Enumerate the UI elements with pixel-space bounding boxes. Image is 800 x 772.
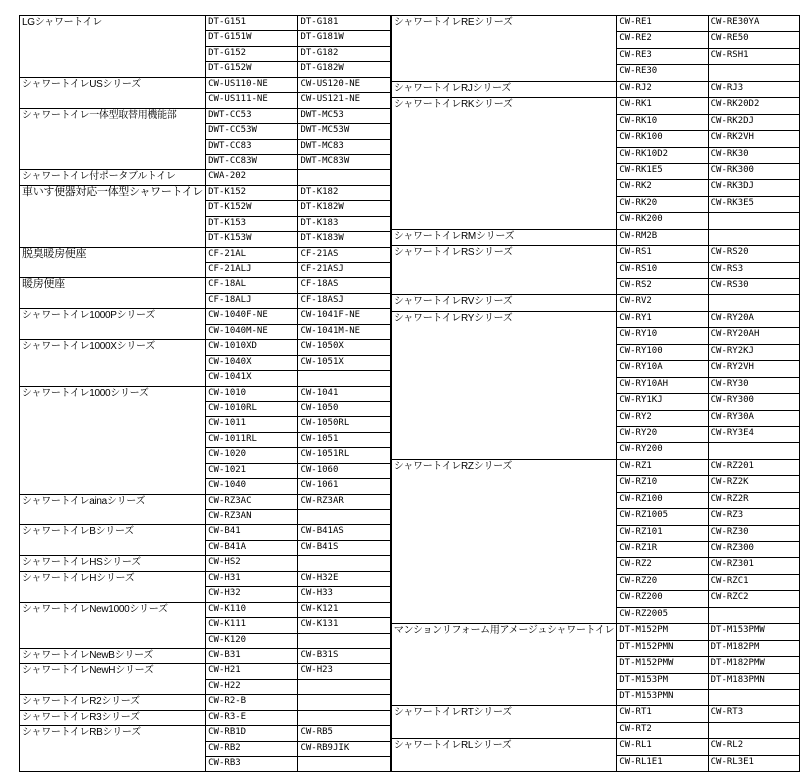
model-code-cell: CW-RM2B (617, 229, 708, 245)
model-code-cell: CW-RY2 (617, 410, 708, 426)
model-code-cell: CW-RB9JIK (298, 741, 390, 756)
model-code-cell: CW-1050X (298, 340, 390, 355)
table-row (391, 311, 799, 327)
table-row (20, 278, 391, 293)
model-code-cell: CW-B31 (206, 648, 298, 663)
model-code-cell: DT-M153PMN (617, 689, 708, 705)
model-code-cell: CW-RZ201 (708, 459, 799, 475)
series-name-cell: シャワートイレR2シリーズ (20, 695, 206, 710)
model-code-cell: CW-1020 (206, 448, 298, 463)
model-code-cell: DT-K183W (298, 232, 390, 247)
model-compatibility-sheet (19, 15, 800, 772)
model-code-cell: CW-RE2 (617, 32, 708, 48)
model-code-cell: DT-K153W (206, 232, 298, 247)
model-code-cell: CW-H21 (206, 664, 298, 679)
table-row (20, 695, 391, 710)
series-name-cell: シャワートイレNew1000シリーズ (20, 602, 206, 648)
series-name-cell: シャワートイレRVシリーズ (391, 295, 616, 311)
model-code-cell: CW-RB3 (206, 757, 298, 772)
series-name-cell: シャワートイレ一体型取替用機能部 (20, 108, 206, 170)
model-code-cell: CW-1060 (298, 463, 390, 478)
series-name-cell: シャワートイレ付ポータブルトイレ (20, 170, 206, 185)
model-code-cell: CW-RE50 (708, 32, 799, 48)
model-code-cell: CW-B41 (206, 525, 298, 540)
model-code-cell (298, 371, 390, 386)
model-code-cell: CW-K131 (298, 618, 390, 633)
model-code-cell (298, 679, 390, 694)
model-code-cell: DT-M153PM (617, 673, 708, 689)
table-row (391, 706, 799, 722)
series-name-cell: シャワートイレNewBシリーズ (20, 648, 206, 663)
model-code-cell: CW-RB5 (298, 726, 390, 741)
model-code-cell: DT-M183PMN (708, 673, 799, 689)
model-code-cell (708, 443, 799, 459)
model-code-cell (708, 607, 799, 623)
model-code-cell (708, 65, 799, 81)
table-row (391, 98, 799, 114)
model-code-cell: DWT-MC53W (298, 124, 390, 139)
model-code-cell (298, 710, 390, 725)
model-code-cell: CW-RV2 (617, 295, 708, 311)
table-row (20, 602, 391, 617)
model-code-cell: CW-1040F-NE (206, 309, 298, 324)
model-code-cell: CW-B31S (298, 648, 390, 663)
model-code-cell: CW-1061 (298, 479, 390, 494)
table-row (391, 295, 799, 311)
model-code-cell: CW-RY20AH (708, 328, 799, 344)
model-code-cell: DT-G182W (298, 62, 390, 77)
model-code-cell: CW-RK30 (708, 147, 799, 163)
series-name-cell: シャワートイレ1000Pシリーズ (20, 309, 206, 340)
table-row (20, 710, 391, 725)
table-row (20, 386, 391, 401)
model-code-cell (708, 229, 799, 245)
model-code-cell: CW-RB1D (206, 726, 298, 741)
model-code-cell: DWT-MC83W (298, 154, 390, 169)
model-code-cell: CW-RSH1 (708, 48, 799, 64)
model-code-cell: CW-RS3 (708, 262, 799, 278)
model-code-cell: CW-B41S (298, 540, 390, 555)
model-code-cell: CW-RK1 (617, 98, 708, 114)
model-code-cell: DT-M152PMN (617, 640, 708, 656)
series-name-cell: 脱臭暖房便座 (20, 247, 206, 278)
model-code-cell: CW-RK100 (617, 131, 708, 147)
model-code-cell: CW-RY1KJ (617, 394, 708, 410)
model-code-cell: CW-K110 (206, 602, 298, 617)
model-code-cell: CW-RZ10 (617, 476, 708, 492)
model-code-cell: CW-RE30YA (708, 16, 799, 32)
table-row (391, 624, 799, 640)
model-code-cell: CW-B41AS (298, 525, 390, 540)
model-code-cell: CW-RY10A (617, 361, 708, 377)
model-code-cell: DT-G152 (206, 46, 298, 61)
series-name-cell: シャワートイレUSシリーズ (20, 77, 206, 108)
model-code-cell: DWT-MC53 (298, 108, 390, 123)
model-code-cell: DT-K183 (298, 216, 390, 231)
model-code-cell: CW-RJ2 (617, 81, 708, 97)
model-code-cell: CW-RL1 (617, 739, 708, 755)
model-code-cell (298, 695, 390, 710)
model-code-cell: CW-H32E (298, 571, 390, 586)
table-row (20, 77, 391, 92)
series-name-cell: シャワートイレHシリーズ (20, 571, 206, 602)
series-name-cell: シャワートイレRZシリーズ (391, 459, 616, 623)
model-code-cell: CW-H23 (298, 664, 390, 679)
model-code-cell: DWT-CC83 (206, 139, 298, 154)
series-name-cell: シャワートイレNewHシリーズ (20, 664, 206, 695)
model-code-cell: DT-K182W (298, 201, 390, 216)
model-code-cell: CW-RZ301 (708, 558, 799, 574)
model-code-cell: CW-1021 (206, 463, 298, 478)
model-code-cell: CW-RY2VH (708, 361, 799, 377)
model-code-cell: CF-21AS (298, 247, 390, 262)
model-code-cell: DT-G152W (206, 62, 298, 77)
model-code-cell: CW-RY10AH (617, 377, 708, 393)
model-code-cell: CW-RK10D2 (617, 147, 708, 163)
table-row (20, 494, 391, 509)
model-code-cell: DT-M152PMW (617, 657, 708, 673)
model-code-cell: CW-RK20 (617, 196, 708, 212)
series-name-cell: シャワートイレainaシリーズ (20, 494, 206, 525)
model-code-cell: CW-K120 (206, 633, 298, 648)
series-name-cell: シャワートイレREシリーズ (391, 16, 616, 82)
model-code-cell: DT-G151W (206, 31, 298, 46)
model-code-cell: CW-RZ100 (617, 492, 708, 508)
model-code-cell: CW-1010RL (206, 401, 298, 416)
table-row (391, 246, 799, 262)
model-code-cell: DWT-MC83 (298, 139, 390, 154)
series-name-cell: シャワートイレBシリーズ (20, 525, 206, 556)
series-name-cell: シャワートイレR3シリーズ (20, 710, 206, 725)
model-code-cell: CF-18ALJ (206, 293, 298, 308)
model-code-cell: CW-1041 (298, 386, 390, 401)
model-code-cell: CW-1051 (298, 432, 390, 447)
table-row (20, 247, 391, 262)
model-code-cell: CW-RY100 (617, 344, 708, 360)
series-name-cell: 車いす便器対応一体型シャワートイレ (20, 185, 206, 247)
model-code-cell: CW-H32 (206, 587, 298, 602)
model-code-cell: DT-G181 (298, 16, 390, 31)
table-row (391, 229, 799, 245)
table-row (391, 16, 799, 32)
model-code-cell: CW-RS30 (708, 279, 799, 295)
table-row (20, 16, 391, 31)
model-code-cell: CW-RY10 (617, 328, 708, 344)
model-code-cell: CW-RZ30 (708, 525, 799, 541)
model-code-cell: CW-US110-NE (206, 77, 298, 92)
model-code-cell: CW-RZ1R (617, 542, 708, 558)
model-code-cell: DT-K153 (206, 216, 298, 231)
model-code-cell: CW-R2-B (206, 695, 298, 710)
model-code-cell (708, 295, 799, 311)
model-code-cell: DT-G151 (206, 16, 298, 31)
model-code-cell: CW-1041F-NE (298, 309, 390, 324)
table-row (20, 726, 391, 741)
model-code-cell: CW-RK300 (708, 163, 799, 179)
table-row (20, 170, 391, 185)
model-code-cell: CW-1040 (206, 479, 298, 494)
model-code-cell: CW-RY300 (708, 394, 799, 410)
model-code-cell: CW-RZ3AC (206, 494, 298, 509)
model-code-cell: CW-K121 (298, 602, 390, 617)
series-name-cell: マンションリフォーム用アメージュシャワートイレ (391, 624, 616, 706)
model-code-cell: DWT-CC83W (206, 154, 298, 169)
model-code-cell: CW-R3-E (206, 710, 298, 725)
model-code-cell: CW-1051RL (298, 448, 390, 463)
model-code-cell: CW-1040X (206, 355, 298, 370)
model-code-cell: CW-RK2 (617, 180, 708, 196)
model-code-cell: CW-H22 (206, 679, 298, 694)
series-name-cell: シャワートイレRMシリーズ (391, 229, 616, 245)
model-code-cell: CW-1051X (298, 355, 390, 370)
model-code-cell: CW-1010XD (206, 340, 298, 355)
table-row (20, 648, 391, 663)
series-name-cell: シャワートイレHSシリーズ (20, 556, 206, 571)
model-code-cell: CF-18AL (206, 278, 298, 293)
series-name-cell: シャワートイレ1000シリーズ (20, 386, 206, 494)
model-code-cell: CW-HS2 (206, 556, 298, 571)
table-row (20, 185, 391, 200)
model-code-cell: CW-1050 (298, 401, 390, 416)
model-code-cell: CW-RE3 (617, 48, 708, 64)
model-code-cell: CW-RK10 (617, 114, 708, 130)
model-code-cell: CW-RZ1005 (617, 509, 708, 525)
model-code-cell: CW-RK1E5 (617, 163, 708, 179)
model-code-cell: CW-RK3DJ (708, 180, 799, 196)
model-code-cell: DT-G181W (298, 31, 390, 46)
model-code-cell: DT-M152PM (617, 624, 708, 640)
model-code-cell: CW-RK20D2 (708, 98, 799, 114)
model-code-cell: CW-RZ2 (617, 558, 708, 574)
model-code-cell: CW-1010 (206, 386, 298, 401)
model-code-cell: CW-RJ3 (708, 81, 799, 97)
model-code-cell: CF-18AS (298, 278, 390, 293)
model-code-cell: CW-RZ2005 (617, 607, 708, 623)
model-code-cell: CW-RK3E5 (708, 196, 799, 212)
model-code-cell: CW-RT3 (708, 706, 799, 722)
model-code-cell: CW-1011RL (206, 432, 298, 447)
model-code-cell: CW-RY20 (617, 426, 708, 442)
model-code-cell: CW-US120-NE (298, 77, 390, 92)
model-code-cell: CW-RY1 (617, 311, 708, 327)
series-name-cell: シャワートイレ1000Xシリーズ (20, 340, 206, 386)
model-code-cell: DT-M153PMW (708, 624, 799, 640)
model-code-cell (708, 689, 799, 705)
model-code-cell: CW-1050RL (298, 417, 390, 432)
model-code-cell: CW-RY20A (708, 311, 799, 327)
model-code-cell: CW-RK2DJ (708, 114, 799, 130)
table-row (20, 571, 391, 586)
model-code-cell: CW-1040M-NE (206, 324, 298, 339)
model-code-cell (708, 722, 799, 738)
model-code-cell: CW-RK2VH (708, 131, 799, 147)
model-code-cell: CW-US121-NE (298, 93, 390, 108)
model-code-cell: CW-K111 (206, 618, 298, 633)
model-code-cell: DT-G182 (298, 46, 390, 61)
model-code-cell (298, 170, 390, 185)
model-code-cell: CW-RS2 (617, 279, 708, 295)
table-row (20, 664, 391, 679)
model-code-cell: CW-RT1 (617, 706, 708, 722)
model-code-cell: DT-M182PM (708, 640, 799, 656)
model-code-cell: CW-RY200 (617, 443, 708, 459)
model-code-cell: DT-K152 (206, 185, 298, 200)
table-row (391, 739, 799, 755)
model-code-cell: CF-21ASJ (298, 263, 390, 278)
model-code-cell: CWA-202 (206, 170, 298, 185)
model-code-cell: CW-RL3E1 (708, 755, 799, 772)
model-code-cell: CW-B41A (206, 540, 298, 555)
model-code-cell (298, 633, 390, 648)
model-code-cell: CW-H31 (206, 571, 298, 586)
model-code-cell: CW-RZC2 (708, 591, 799, 607)
model-code-cell: CW-US111-NE (206, 93, 298, 108)
table-row (20, 340, 391, 355)
model-code-cell: CW-RZ3AN (206, 510, 298, 525)
model-code-cell: CW-RY30 (708, 377, 799, 393)
model-code-cell: CW-RY30A (708, 410, 799, 426)
series-name-cell: 暖房便座 (20, 278, 206, 309)
model-code-cell: CW-1041X (206, 371, 298, 386)
model-code-cell: CF-21AL (206, 247, 298, 262)
table-row (391, 459, 799, 475)
series-name-cell: シャワートイレRTシリーズ (391, 706, 616, 739)
table-row (20, 556, 391, 571)
model-code-cell: CW-RZ3AR (298, 494, 390, 509)
model-code-cell: CW-RS20 (708, 246, 799, 262)
model-code-cell: DT-K152W (206, 201, 298, 216)
model-code-cell: CW-RZ3 (708, 509, 799, 525)
model-code-cell: DWT-CC53W (206, 124, 298, 139)
model-code-cell: CW-RT2 (617, 722, 708, 738)
model-code-cell (708, 213, 799, 229)
model-code-cell: CF-21ALJ (206, 263, 298, 278)
model-code-cell: CW-RZ101 (617, 525, 708, 541)
model-code-cell: DWT-CC53 (206, 108, 298, 123)
model-code-cell: CW-H33 (298, 587, 390, 602)
model-code-cell: CW-RZ1 (617, 459, 708, 475)
model-code-cell (298, 510, 390, 525)
model-code-cell: CW-RZ20 (617, 574, 708, 590)
table-row (20, 108, 391, 123)
model-code-cell: CW-RK200 (617, 213, 708, 229)
left-model-table (19, 15, 391, 772)
model-code-cell: CW-RY3E4 (708, 426, 799, 442)
model-code-cell: CW-RE1 (617, 16, 708, 32)
series-name-cell: シャワートイレRKシリーズ (391, 98, 616, 230)
model-code-cell: CW-RZ2K (708, 476, 799, 492)
series-name-cell: LGシャワートイレ (20, 16, 206, 78)
model-code-cell: CW-RZ200 (617, 591, 708, 607)
model-code-cell: CW-RZC1 (708, 574, 799, 590)
model-code-cell: CW-RY2KJ (708, 344, 799, 360)
table-row (20, 309, 391, 324)
model-code-cell: CF-18ASJ (298, 293, 390, 308)
model-code-cell: CW-RE30 (617, 65, 708, 81)
model-code-cell: CW-1041M-NE (298, 324, 390, 339)
table-row (20, 525, 391, 540)
right-model-table (391, 15, 800, 772)
model-code-cell: CW-RS1 (617, 246, 708, 262)
model-code-cell: CW-RL1E1 (617, 755, 708, 772)
series-name-cell: シャワートイレRLシリーズ (391, 739, 616, 772)
model-code-cell: CW-RZ2R (708, 492, 799, 508)
series-name-cell: シャワートイレRYシリーズ (391, 311, 616, 459)
series-name-cell: シャワートイレRBシリーズ (20, 726, 206, 772)
model-code-cell: DT-K182 (298, 185, 390, 200)
table-row (391, 81, 799, 97)
series-name-cell: シャワートイレRSシリーズ (391, 246, 616, 295)
model-code-cell: CW-RZ300 (708, 542, 799, 558)
model-code-cell: CW-RL2 (708, 739, 799, 755)
series-name-cell: シャワートイレRJシリーズ (391, 81, 616, 97)
model-code-cell: CW-RS10 (617, 262, 708, 278)
model-code-cell (298, 556, 390, 571)
model-code-cell: DT-M182PMW (708, 657, 799, 673)
model-code-cell (298, 757, 390, 772)
model-code-cell: CW-1011 (206, 417, 298, 432)
model-code-cell: CW-RB2 (206, 741, 298, 756)
